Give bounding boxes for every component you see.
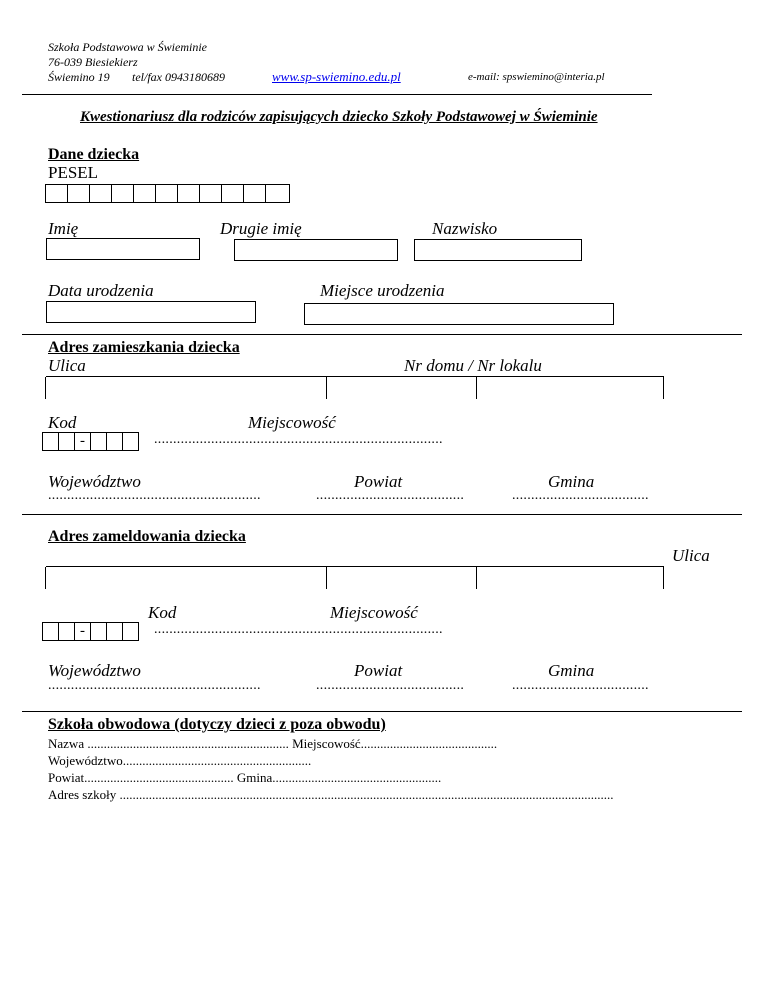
- pesel-field[interactable]: [45, 184, 290, 203]
- pesel-digit[interactable]: [266, 184, 290, 203]
- residence-voivodeship-line[interactable]: ........................................................: [48, 488, 261, 503]
- section-divider: [22, 514, 742, 515]
- first-name-field[interactable]: [46, 238, 200, 260]
- registered-street-label: Ulica: [672, 546, 710, 565]
- header-divider: [22, 94, 652, 95]
- residence-county-label: Powiat: [354, 472, 403, 491]
- district-school-address-line[interactable]: Adres szkoły ........................................................................................................................................................: [48, 787, 614, 802]
- postal-digit[interactable]: [107, 432, 123, 451]
- pesel-digit[interactable]: [156, 184, 178, 203]
- postal-digit[interactable]: [59, 622, 75, 641]
- form-title: Kwestionariusz dla rodziców zapisujących dziecko Szkoły Podstawowej w Świeminie: [80, 109, 598, 125]
- postal-digit[interactable]: [43, 622, 59, 641]
- district-school-name-line[interactable]: Nazwa .............................................................. Miejscowość..........................................: [48, 736, 498, 751]
- registered-postal-code-field[interactable]: [42, 622, 139, 641]
- pesel-digit[interactable]: [112, 184, 134, 203]
- school-name: Szkoła Podstawowa w Świeminie: [48, 40, 207, 54]
- registered-voivodeship-label: Województwo: [48, 661, 141, 680]
- child-data-heading: Dane dziecka: [48, 146, 140, 163]
- pesel-digit[interactable]: [90, 184, 112, 203]
- registered-postal-code-label: Kod: [148, 603, 177, 622]
- postal-digit[interactable]: [123, 432, 139, 451]
- residence-town-label: Miejscowość: [248, 413, 336, 432]
- residence-postal-code-field[interactable]: [42, 432, 139, 451]
- registered-county-label: Powiat: [354, 661, 403, 680]
- pesel-digit[interactable]: [222, 184, 244, 203]
- residence-county-line[interactable]: .......................................: [316, 488, 465, 503]
- residence-postal-code-label: Kod: [48, 413, 77, 432]
- surname-field[interactable]: [414, 239, 582, 261]
- school-email: e-mail: spswiemino@interia.pl: [468, 71, 605, 83]
- registered-street-field[interactable]: [46, 566, 664, 589]
- residence-house-number-label: Nr domu / Nr lokalu: [404, 356, 542, 375]
- postal-digit[interactable]: [91, 622, 107, 641]
- pesel-digit[interactable]: [68, 184, 90, 203]
- school-postal-address: 76-039 Biesiekierz: [48, 55, 138, 69]
- registered-voivodeship-line[interactable]: ........................................................: [48, 678, 261, 693]
- pesel-digit[interactable]: [178, 184, 200, 203]
- residence-address-heading: Adres zamieszkania dziecka: [48, 339, 240, 356]
- postal-digit[interactable]: [123, 622, 139, 641]
- district-school-heading: Szkoła obwodowa (dotyczy dzieci z poza obwodu): [48, 716, 386, 733]
- birth-date-field[interactable]: [46, 301, 256, 323]
- residence-street-label: Ulica: [48, 356, 86, 375]
- postal-dash: -: [75, 622, 91, 641]
- district-school-voivodeship-line[interactable]: Województwo..........................................................: [48, 753, 312, 768]
- pesel-digit[interactable]: [244, 184, 266, 203]
- postal-digit[interactable]: [91, 432, 107, 451]
- registered-town-label: Miejscowość: [330, 603, 418, 622]
- residence-voivodeship-label: Województwo: [48, 472, 141, 491]
- registered-county-line[interactable]: .......................................: [316, 678, 465, 693]
- second-name-field[interactable]: [234, 239, 398, 261]
- postal-digit[interactable]: [43, 432, 59, 451]
- registered-town-line[interactable]: ............................................................................: [154, 622, 443, 637]
- pesel-label: PESEL: [48, 163, 99, 182]
- residence-town-line[interactable]: ............................................................................: [154, 432, 443, 447]
- pesel-digit[interactable]: [46, 184, 68, 203]
- residence-street-field[interactable]: [46, 376, 664, 399]
- postal-digit[interactable]: [59, 432, 75, 451]
- school-website-link[interactable]: www.sp-swiemino.edu.pl: [272, 69, 401, 84]
- residence-commune-line[interactable]: ....................................: [512, 488, 649, 503]
- postal-dash: -: [75, 432, 91, 451]
- district-school-county-line[interactable]: Powiat.............................................. Gmina....................................................: [48, 770, 442, 785]
- residence-commune-label: Gmina: [548, 472, 595, 491]
- birth-place-field[interactable]: [304, 303, 614, 325]
- birth-place-label: Miejsce urodzenia: [320, 281, 445, 300]
- section-divider: [22, 711, 742, 712]
- pesel-digit[interactable]: [200, 184, 222, 203]
- pesel-digit[interactable]: [134, 184, 156, 203]
- school-phone: tel/fax 0943180689: [132, 70, 225, 84]
- section-divider: [22, 334, 742, 335]
- first-name-label: Imię: [48, 219, 79, 238]
- birth-date-label: Data urodzenia: [48, 281, 154, 300]
- registered-commune-label: Gmina: [548, 661, 595, 680]
- surname-label: Nazwisko: [432, 219, 498, 238]
- school-street: Świemino 19: [48, 70, 110, 84]
- postal-digit[interactable]: [107, 622, 123, 641]
- second-name-label: Drugie imię: [220, 219, 302, 238]
- registered-commune-line[interactable]: ....................................: [512, 678, 649, 693]
- registered-address-heading: Adres zameldowania dziecka: [48, 528, 246, 545]
